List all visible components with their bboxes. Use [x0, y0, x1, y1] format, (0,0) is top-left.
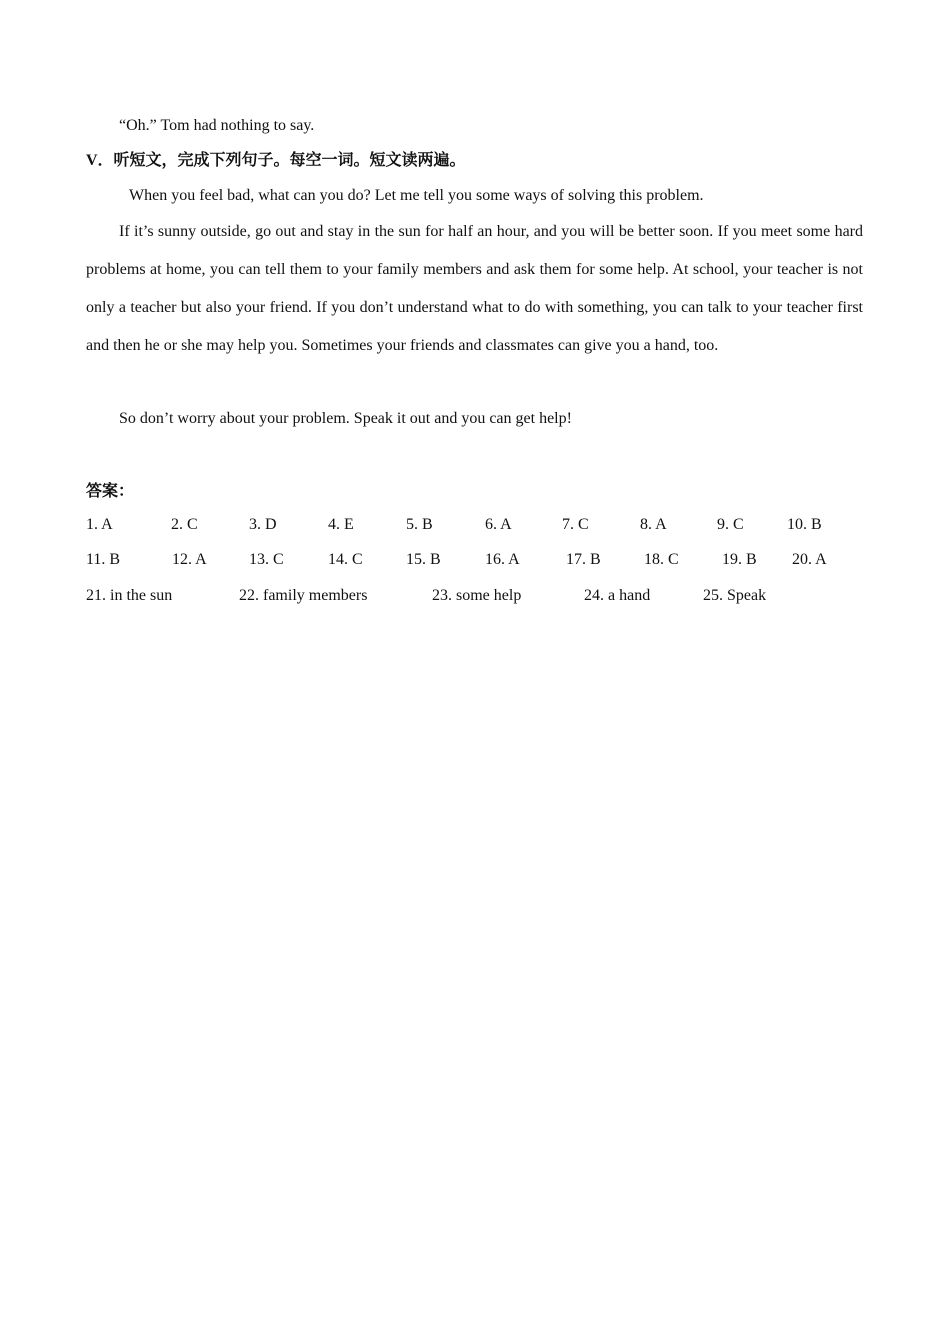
- passage-body: If it’s sunny outside, go out and stay in the sun for half an hour, and you will be better soon. If you meet some hard problems at home, you can tell them to your family members and ask them for some help. At school, your teacher is not only a teacher but also your friend. If you don’t understand what to do with something, you can talk to your teacher first and then he or she may help you. Sometimes your friends and classmates can give you a hand, too.: [86, 223, 863, 354]
- answer-item: 17. B: [566, 551, 601, 568]
- answer-item: 9. C: [717, 516, 744, 533]
- answer-item: 15. B: [406, 551, 441, 568]
- answer-item: 22. family members: [239, 587, 368, 604]
- answer-item: 18. C: [644, 551, 679, 568]
- answer-item: 1. A: [86, 516, 113, 533]
- dialogue-line: “Oh.” Tom had nothing to say.: [119, 117, 315, 134]
- passage-closing: So don’t worry about your problem. Speak it out and you can get help!: [119, 410, 572, 427]
- answer-item: 24. a hand: [584, 587, 651, 604]
- answers-heading: 答案：: [86, 483, 135, 500]
- answer-item: 10. B: [787, 516, 822, 533]
- answer-item: 8. A: [640, 516, 667, 533]
- answer-item: 2. C: [171, 516, 198, 533]
- answer-item: 4. E: [328, 516, 354, 533]
- passage-intro: When you feel bad, what can you do? Let me tell you some ways of solving this problem.: [129, 187, 704, 204]
- section-heading: V．听短文，完成下列句子。每空一词。短文读两遍。: [86, 152, 466, 169]
- answer-item: 3. D: [249, 516, 277, 533]
- answer-item: 23. some help: [432, 587, 522, 604]
- answer-item: 19. B: [722, 551, 757, 568]
- answer-item: 6. A: [485, 516, 512, 533]
- answer-item: 16. A: [485, 551, 520, 568]
- answer-item: 11. B: [86, 551, 121, 568]
- answer-item: 14. C: [328, 551, 363, 568]
- answer-item: 20. A: [792, 551, 827, 568]
- answer-item: 13. C: [249, 551, 284, 568]
- answer-item: 25. Speak: [703, 587, 767, 604]
- answer-item: 7. C: [562, 516, 589, 533]
- answer-item: 12. A: [172, 551, 207, 568]
- answer-item: 21. in the sun: [86, 587, 173, 604]
- answer-item: 5. B: [406, 516, 433, 533]
